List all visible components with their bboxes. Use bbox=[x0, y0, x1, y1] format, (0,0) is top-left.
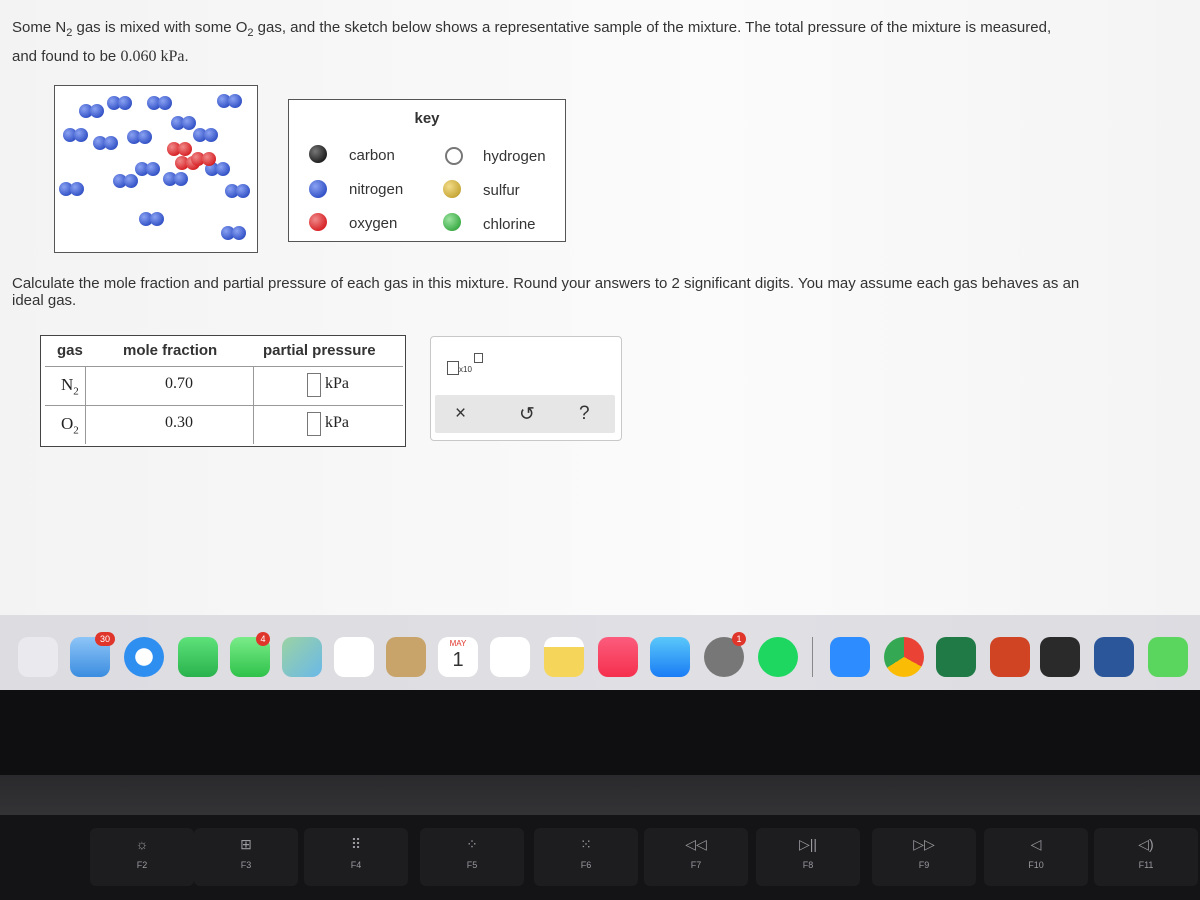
sci-label: x10 bbox=[459, 365, 472, 374]
nitrogen-molecule bbox=[193, 128, 219, 142]
safari-icon[interactable] bbox=[124, 637, 164, 677]
key-f2[interactable]: ☼ F2 bbox=[90, 828, 194, 886]
key-label-hydrogen: hydrogen bbox=[483, 148, 546, 165]
key-f3[interactable]: ⊞ F3 bbox=[194, 828, 298, 886]
contacts-icon[interactable] bbox=[386, 637, 426, 677]
unit-label: kPa bbox=[325, 375, 349, 392]
update-badge: 1 bbox=[732, 632, 746, 646]
key-title: key bbox=[414, 110, 440, 127]
calendar-icon[interactable] bbox=[438, 637, 478, 677]
printer-icon[interactable] bbox=[1040, 637, 1080, 677]
key-label-chlorine: chlorine bbox=[483, 216, 536, 233]
partial-pressure-input[interactable] bbox=[307, 412, 321, 436]
nitrogen-molecule bbox=[217, 94, 243, 108]
key-label-sulfur: sulfur bbox=[483, 182, 520, 199]
nitrogen-molecule bbox=[221, 226, 247, 240]
undo-button[interactable]: ↺ bbox=[519, 404, 535, 425]
instruction-line-1: Calculate the mole fraction and partial pressure of each gas in this mixture. Round your answers to 2 significant digits. You may assume each gas behaves as an bbox=[12, 275, 1080, 292]
calendar-day: 1 bbox=[452, 649, 464, 671]
key-f6[interactable]: ⁙ F6 bbox=[534, 828, 638, 886]
nitrogen-swatch bbox=[309, 180, 327, 198]
key-f5[interactable]: ⁘ F5 bbox=[420, 828, 524, 886]
subscript: 2 bbox=[247, 27, 254, 39]
nitrogen-molecule bbox=[79, 104, 105, 118]
sulfur-swatch bbox=[443, 180, 461, 198]
laptop-bezel bbox=[0, 690, 1200, 775]
key-label-oxygen: oxygen bbox=[349, 215, 398, 232]
zoom-icon[interactable] bbox=[830, 637, 870, 677]
nitrogen-molecule bbox=[59, 182, 85, 196]
key-f4[interactable]: ⠿ F4 bbox=[304, 828, 408, 886]
chrome-icon[interactable] bbox=[884, 637, 924, 677]
question-text: . bbox=[184, 48, 189, 65]
question-text: Some N bbox=[12, 19, 67, 36]
header-mole-fraction: mole fraction bbox=[123, 342, 218, 359]
spotify-icon[interactable] bbox=[758, 637, 798, 677]
gas-formula: $O_2$ bbox=[61, 414, 79, 437]
launchpad-icon[interactable] bbox=[18, 637, 58, 677]
reminders-icon[interactable] bbox=[490, 637, 530, 677]
instruction-line-2: ideal gas. bbox=[12, 292, 77, 309]
oxygen-swatch bbox=[309, 213, 327, 231]
key-f8[interactable]: ▷|| F8 bbox=[756, 828, 860, 886]
key-label-nitrogen: nitrogen bbox=[349, 181, 404, 198]
dock-divider bbox=[812, 637, 813, 677]
gas-formula: $N_2$ bbox=[61, 375, 79, 398]
nitrogen-molecule bbox=[107, 96, 133, 110]
key-f10[interactable]: ◁ F10 bbox=[984, 828, 1088, 886]
keyboard-hinge bbox=[0, 775, 1200, 815]
key-f9[interactable]: ▷▷ F9 bbox=[872, 828, 976, 886]
nitrogen-molecule bbox=[139, 212, 165, 226]
table-row bbox=[45, 366, 403, 405]
key-f7[interactable]: ◁◁ F7 bbox=[644, 828, 748, 886]
nitrogen-molecule bbox=[127, 130, 153, 144]
question-text: and found to be bbox=[12, 48, 121, 65]
hydrogen-swatch bbox=[445, 147, 463, 165]
question-text: gas, and the sketch below shows a representative sample of the mixture. The total pressure of the mixture is measured, bbox=[253, 19, 1052, 36]
nitrogen-molecule bbox=[63, 128, 89, 142]
carbon-swatch bbox=[309, 145, 327, 163]
total-pressure-value: 0.060 kPa bbox=[120, 48, 185, 65]
nitrogen-molecule bbox=[147, 96, 173, 110]
element-key bbox=[288, 99, 566, 242]
help-button[interactable]: ? bbox=[579, 403, 590, 424]
nitrogen-molecule bbox=[163, 172, 189, 186]
maps-icon[interactable] bbox=[282, 637, 322, 677]
clear-button[interactable]: × bbox=[455, 403, 467, 424]
mole-fraction-value: 0.70 bbox=[165, 375, 193, 392]
oxygen-molecule bbox=[191, 152, 217, 166]
facetime-icon[interactable] bbox=[178, 637, 218, 677]
app-store-icon[interactable] bbox=[650, 637, 690, 677]
photos-icon[interactable] bbox=[334, 637, 374, 677]
header-partial-pressure: partial pressure bbox=[263, 342, 376, 359]
key-f11[interactable]: ◁) F11 bbox=[1094, 828, 1198, 886]
header-gas: gas bbox=[57, 342, 83, 359]
math-toolbox bbox=[430, 336, 622, 441]
music-icon[interactable] bbox=[598, 637, 638, 677]
question-text: gas is mixed with some O bbox=[72, 19, 248, 36]
dock bbox=[0, 615, 1200, 690]
scientific-notation-button[interactable] bbox=[447, 353, 485, 375]
notes-icon[interactable] bbox=[544, 637, 584, 677]
messenger-icon[interactable] bbox=[1148, 637, 1188, 677]
oxygen-molecule bbox=[167, 142, 193, 156]
excel-icon[interactable] bbox=[936, 637, 976, 677]
partial-pressure-input[interactable] bbox=[307, 373, 321, 397]
keyboard bbox=[0, 690, 1200, 900]
unit-label: kPa bbox=[325, 414, 349, 431]
word-icon[interactable] bbox=[1094, 637, 1134, 677]
question-line-2 bbox=[12, 47, 189, 67]
nitrogen-molecule bbox=[93, 136, 119, 150]
calendar-month: MAY bbox=[449, 639, 467, 648]
nitrogen-molecule bbox=[113, 174, 139, 188]
mixture-sketch bbox=[54, 85, 258, 253]
key-label-carbon: carbon bbox=[349, 147, 395, 164]
subscript: 2 bbox=[66, 27, 73, 39]
mail-badge: 30 bbox=[95, 632, 115, 646]
answer-table bbox=[40, 335, 406, 447]
nitrogen-molecule bbox=[135, 162, 161, 176]
mole-fraction-value: 0.30 bbox=[165, 414, 193, 431]
powerpoint-icon[interactable] bbox=[990, 637, 1030, 677]
question-line-1 bbox=[12, 18, 1051, 43]
chlorine-swatch bbox=[443, 213, 461, 231]
nitrogen-molecule bbox=[225, 184, 251, 198]
table-row bbox=[45, 405, 403, 444]
messages-badge: 4 bbox=[256, 632, 270, 646]
